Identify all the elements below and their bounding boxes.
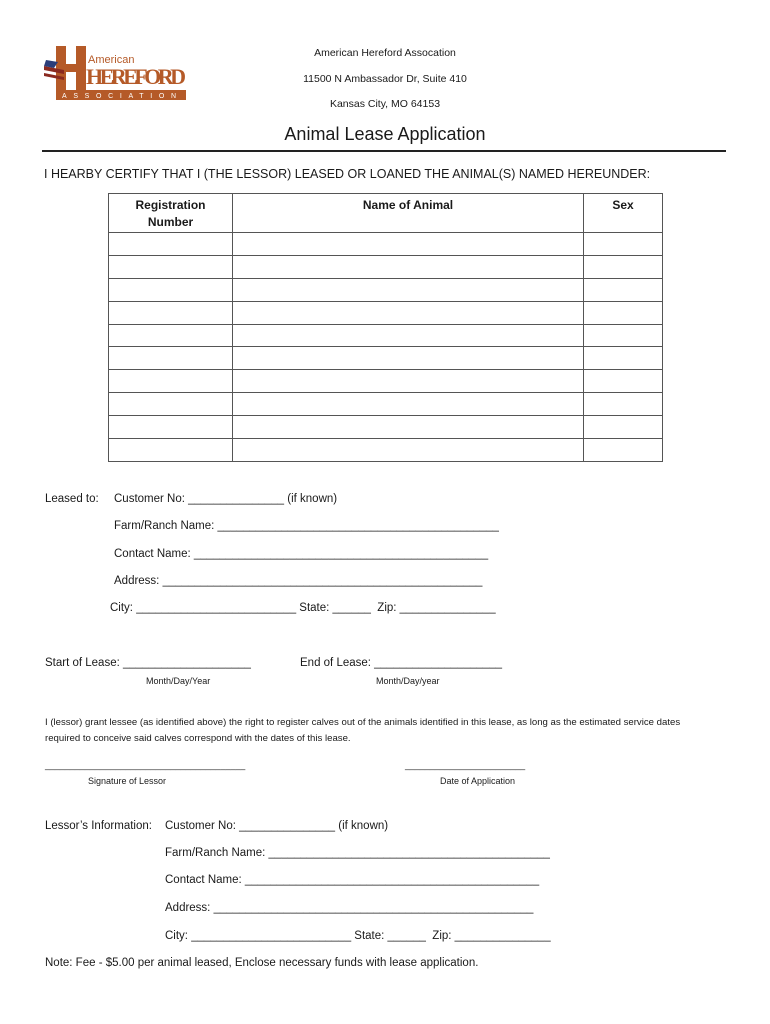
sex-cell[interactable] xyxy=(584,347,663,370)
logo-hereford-text: HEREFORD xyxy=(86,64,186,89)
sex-cell[interactable] xyxy=(584,324,663,347)
sex-cell[interactable] xyxy=(584,233,663,256)
grant-statement: I (lessor) grant lessee (as identified above) the right to register calves out of the animals identified in this lease, as long as the estimated service dates required to conceive said calves correspond with the dates of this lease. xyxy=(45,717,681,744)
name-cell[interactable] xyxy=(233,324,584,347)
logo-association-text: ASSOCIATION xyxy=(62,93,180,100)
registration-cell[interactable] xyxy=(109,370,233,393)
animal-table xyxy=(108,193,663,462)
name-cell[interactable] xyxy=(233,301,584,324)
sex-cell[interactable] xyxy=(584,370,663,393)
date-label: Date of Application xyxy=(440,776,516,786)
table-row xyxy=(109,233,663,256)
table-row xyxy=(109,278,663,301)
col-header-sex: Sex xyxy=(584,194,663,233)
org-city: Kansas City, MO 64153 xyxy=(329,98,441,110)
leased-to-farm-field[interactable]: Farm/Ranch Name: ____________________________________________ xyxy=(114,520,499,532)
start-of-lease-field[interactable]: Start of Lease: ____________________ xyxy=(45,657,251,669)
name-cell[interactable] xyxy=(233,370,584,393)
leased-to-address-field[interactable]: Address: __________________________________________________ xyxy=(114,575,483,587)
leased-to-city-field[interactable]: City: _________________________ State: ______ Zip: _______________ xyxy=(110,602,496,614)
logo-american-text: American xyxy=(88,54,135,66)
registration-cell[interactable] xyxy=(109,347,233,370)
sex-cell[interactable] xyxy=(584,278,663,301)
sex-cell[interactable] xyxy=(584,393,663,416)
name-cell[interactable] xyxy=(233,347,584,370)
table-row xyxy=(109,416,663,439)
name-cell[interactable] xyxy=(233,233,584,256)
registration-cell[interactable] xyxy=(109,416,233,439)
registration-cell[interactable] xyxy=(109,439,233,462)
name-cell[interactable] xyxy=(233,393,584,416)
certify-statement: I HEARBY CERTIFY THAT I (THE LESSOR) LEASED OR LOANED THE ANIMAL(S) NAMED HEREUNDER: xyxy=(44,167,651,181)
name-cell[interactable] xyxy=(233,255,584,278)
table-row xyxy=(109,324,663,347)
fee-note: Note: Fee - $5.00 per animal leased, Enclose necessary funds with lease application. xyxy=(45,957,479,969)
table-row xyxy=(109,347,663,370)
date-line[interactable]: ________________________ xyxy=(405,760,526,770)
col-header-registration: Registration Number xyxy=(109,194,233,233)
leased-to-label: Leased to: xyxy=(45,493,99,505)
end-date-hint: Month/Day/year xyxy=(376,676,440,686)
org-name: American Hereford Assocation xyxy=(314,47,456,59)
registration-cell[interactable] xyxy=(109,255,233,278)
end-of-lease-field[interactable]: End of Lease: ____________________ xyxy=(300,657,503,669)
leased-to-customer-field[interactable]: Customer No: _______________ (if known) xyxy=(114,493,338,505)
sex-cell[interactable] xyxy=(584,255,663,278)
lessor-farm-field[interactable]: Farm/Ranch Name: ____________________________________________ xyxy=(165,847,550,859)
signature-label: Signature of Lessor xyxy=(88,776,167,786)
lessor-city-field[interactable]: City: _________________________ State: ______ Zip: _______________ xyxy=(165,930,551,942)
leased-to-contact-field[interactable]: Contact Name: ______________________________________________ xyxy=(114,548,489,560)
registration-cell[interactable] xyxy=(109,278,233,301)
registration-cell[interactable] xyxy=(109,233,233,256)
table-row xyxy=(109,301,663,324)
signature-line[interactable]: ________________________________________ xyxy=(45,760,246,770)
table-row xyxy=(109,255,663,278)
sex-cell[interactable] xyxy=(584,416,663,439)
table-row xyxy=(109,439,663,462)
lessor-contact-field[interactable]: Contact Name: ______________________________________________ xyxy=(165,874,540,886)
lessor-info-label: Lessor’s Information: xyxy=(45,820,152,832)
org-street: 11500 N Ambassador Dr, Suite 410 xyxy=(303,73,467,85)
lessor-customer-field[interactable]: Customer No: _______________ (if known) xyxy=(165,820,389,832)
name-cell[interactable] xyxy=(233,439,584,462)
registration-cell[interactable] xyxy=(109,324,233,347)
name-cell[interactable] xyxy=(233,416,584,439)
page-title: Animal Lease Application xyxy=(284,124,486,144)
registration-cell[interactable] xyxy=(109,393,233,416)
registration-cell[interactable] xyxy=(109,301,233,324)
start-date-hint: Month/Day/Year xyxy=(146,676,211,686)
table-row xyxy=(109,393,663,416)
table-row xyxy=(109,370,663,393)
sex-cell[interactable] xyxy=(584,439,663,462)
title-divider xyxy=(42,150,726,152)
hereford-logo xyxy=(42,44,192,104)
name-cell[interactable] xyxy=(233,278,584,301)
col-header-name: Name of Animal xyxy=(233,194,584,233)
lessor-address-field[interactable]: Address: __________________________________________________ xyxy=(165,902,534,914)
sex-cell[interactable] xyxy=(584,301,663,324)
